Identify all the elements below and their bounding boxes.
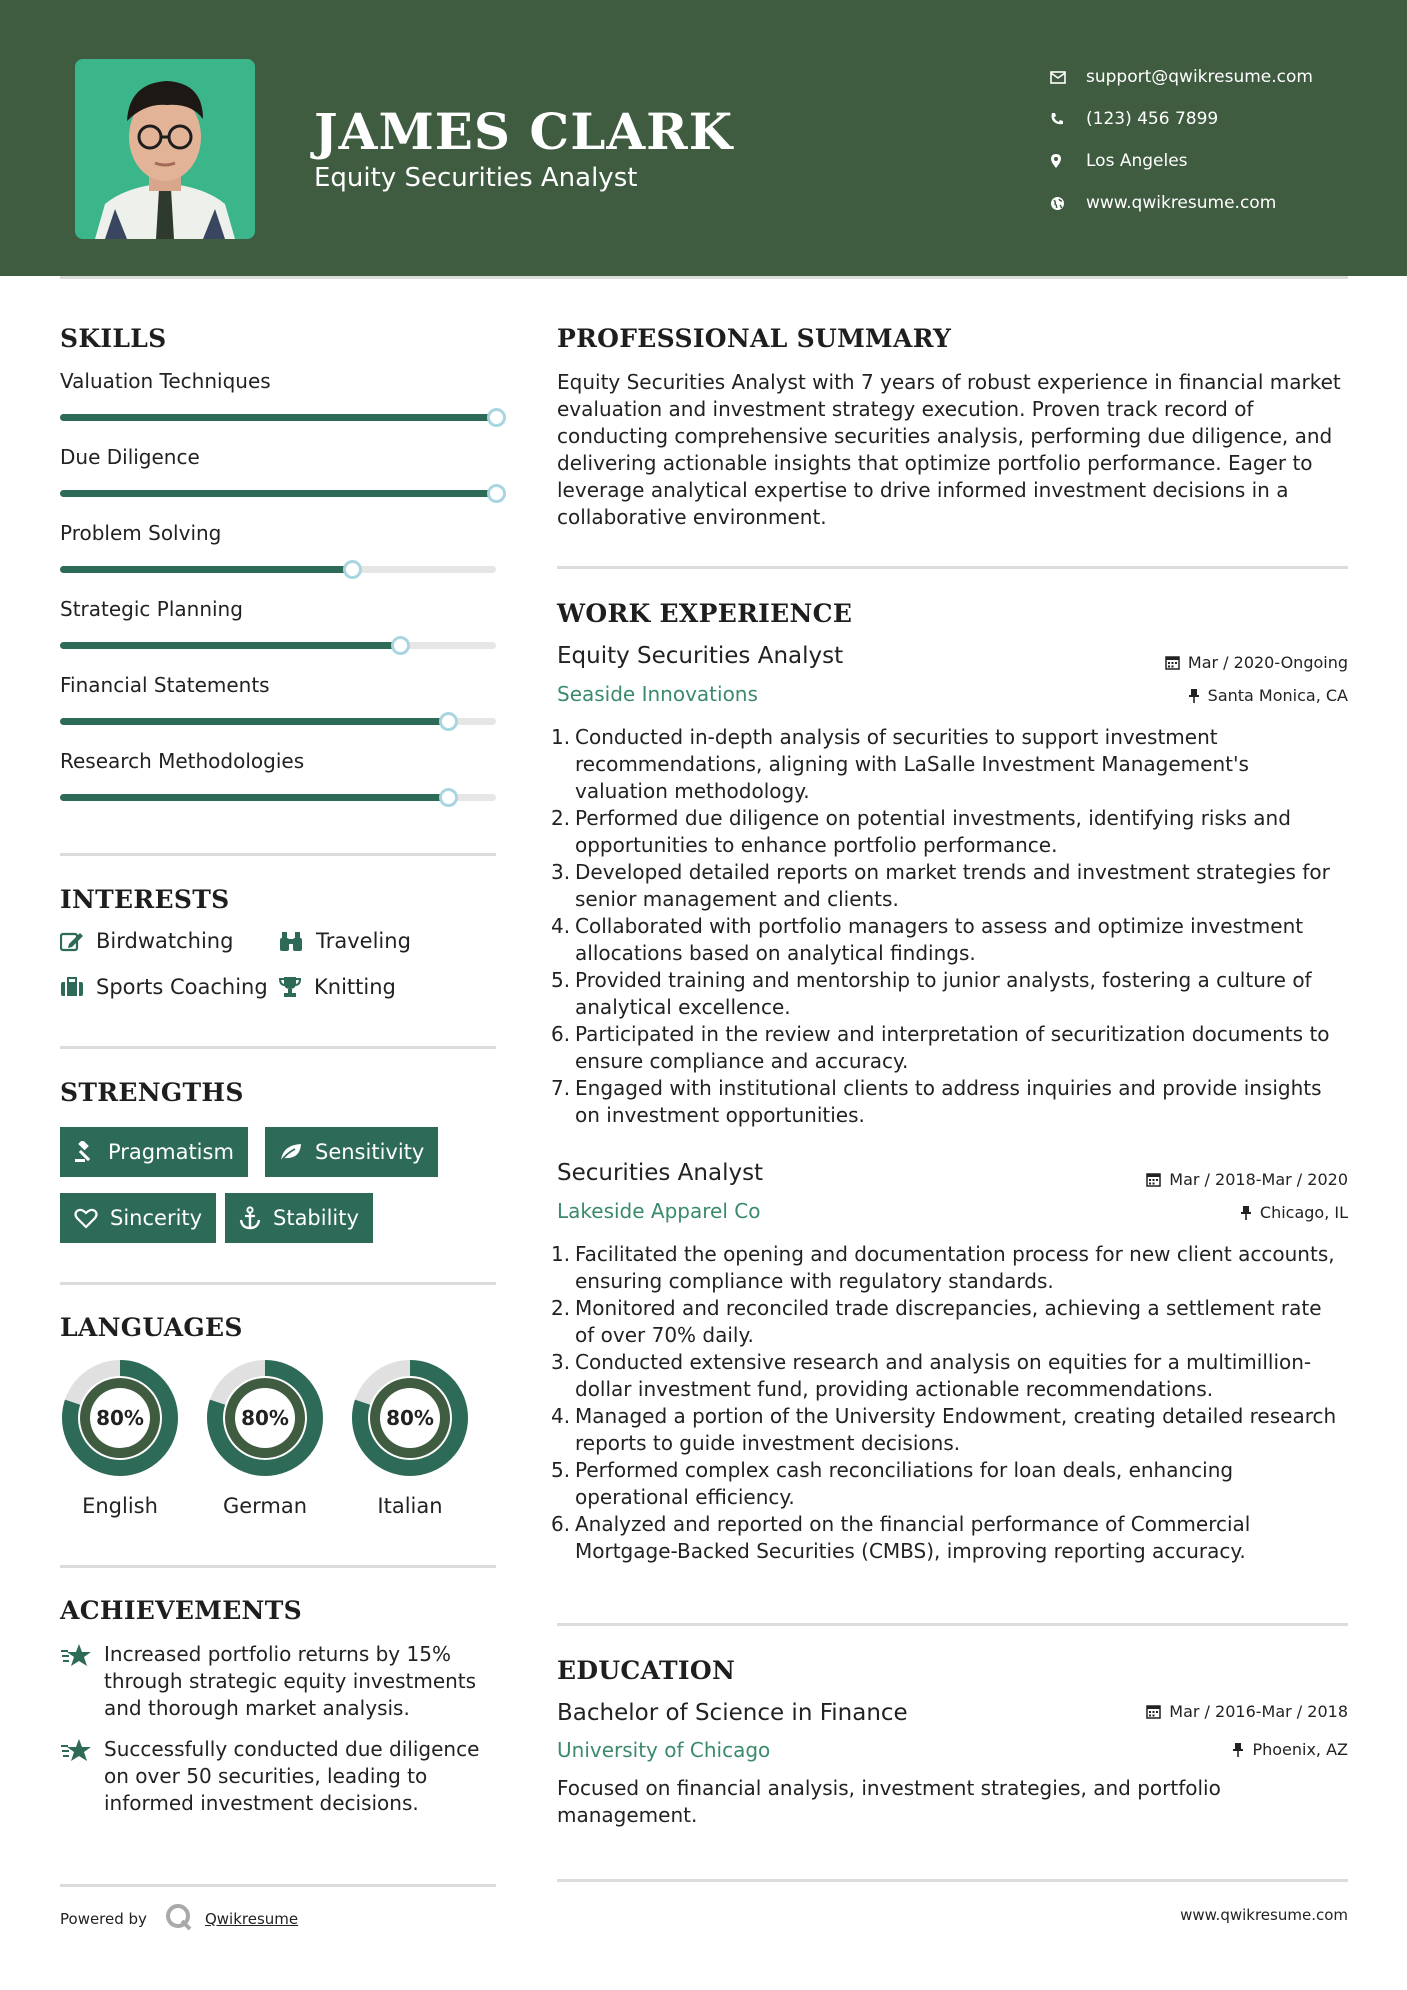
language-item [60,1358,180,1518]
job-dates [1165,653,1348,672]
globe-icon [1050,196,1086,211]
skill-bar-fill [60,794,448,801]
interests-heading: INTERESTS [60,885,230,914]
strength-badge [60,1127,248,1177]
interest-item [60,929,233,953]
website-text[interactable]: www.qwikresume.com [1086,193,1277,213]
strength-badge [225,1193,373,1243]
qwikresume-link[interactable]: Qwikresume [204,1910,299,1928]
education-dates-text: Mar / 2016-Mar / 2018 [1169,1702,1348,1721]
map-pin-icon [1050,153,1086,169]
section-divider [60,1884,496,1887]
experience-heading: WORK EXPERIENCE [557,599,853,628]
skill-bar-fill [60,642,400,649]
job-bullet: 5. Provided training and mentorship to junior analysts, fostering a culture of analytical excellence. [551,968,1312,1019]
skill-label: Financial Statements [60,673,270,697]
star-icon [60,1736,104,1817]
language-percent: 80% [386,1406,434,1430]
contact-email [1050,56,1313,98]
skill-item [60,369,496,421]
section-divider [60,1046,496,1049]
education-description: Focused on financial analysis, investment strategies, and portfolio management. [557,1776,1221,1827]
skill-label: Problem Solving [60,521,222,545]
section-divider [60,853,496,856]
skill-item [60,749,496,801]
job-bullet: 1. Facilitated the opening and documentation process for new client accounts, ensuring compliance with regulatory standards. [551,1242,1335,1293]
skill-bar [60,490,496,497]
strengths-heading: STRENGTHS [60,1078,244,1107]
job-bullet: 3. Conducted extensive research and analysis on equities for a multimillion-dollar investment fund, providing actionable recommendations. [551,1350,1312,1401]
pushpin-icon [1188,688,1200,703]
job-title: Securities Analyst [557,1160,764,1186]
job-bullet: 7. Engaged with institutional clients to address inquiries and provide insights on investment opportunities. [551,1076,1322,1127]
powered-by-label: Powered by [60,1910,147,1928]
leaf-icon [279,1142,303,1162]
profile-photo-illustration [75,59,255,239]
qwikresume-logo-icon [165,1903,193,1935]
languages-heading: LANGUAGES [60,1313,243,1342]
location-text: Los Angeles [1086,151,1188,171]
trophy-icon [278,976,302,998]
job-bullet: 6. Participated in the review and interpretation of securitization documents to ensure compliance and accuracy. [551,1022,1330,1073]
envelope-icon [1050,71,1086,84]
contact-website [1050,182,1313,224]
skill-bar-fill [60,566,352,573]
strength-label: Sensitivity [315,1140,425,1164]
interest-item [278,929,411,953]
interest-label: Sports Coaching [96,975,268,999]
summary-text: Equity Securities Analyst with 7 years of robust experience in financial market evaluation and investment strategy execution. Proven track record of conducting comprehensive securities analysis, performing due diligence, and delivering actionable insights that optimize portfolio performance. Eager to leverage analytical expertise to drive informed investment decisions in a collaborative environment. [557,370,1341,529]
pushpin-icon [1232,1742,1244,1757]
job-bullet: 2. Performed due diligence on potential investments, identifying risks and opportunities to enhance portfolio performance. [551,806,1291,857]
degree-title: Bachelor of Science in Finance [557,1700,908,1726]
job-title: Equity Securities Analyst [557,643,844,669]
footer-website[interactable]: www.qwikresume.com [1180,1906,1348,1924]
phone-icon [1050,112,1086,126]
candidate-name: JAMES CLARK [314,102,734,161]
skill-bar-fill [60,718,448,725]
job-bullet: 4. Managed a portion of the University Endowment, creating detailed research reports to guide investment decisions. [551,1404,1337,1455]
job-bullet: 4. Collaborated with portfolio managers to assess and optimize investment allocations based on analytical findings. [551,914,1304,965]
job-bullet: 5. Performed complex cash reconciliations for loan deals, enhancing operational efficiency. [551,1458,1234,1509]
achievement-item [60,1641,500,1722]
language-item [205,1358,325,1518]
section-divider [60,1282,496,1285]
education-dates [1146,1702,1348,1721]
header-divider [60,276,1348,279]
binoculars-icon [278,930,304,952]
anchor-icon [239,1206,261,1230]
job-bullet: 6. Analyzed and reported on the financial performance of Commercial Mortgage-Backed Securities (CMBS), improving reporting accuracy. [551,1512,1251,1563]
candidate-title: Equity Securities Analyst [314,163,638,193]
skill-bar [60,414,496,421]
language-ring [350,1358,470,1478]
job-bullet: 3. Developed detailed reports on market trends and investment strategies for senior management and clients. [551,860,1330,911]
company-name: Lakeside Apparel Co [557,1199,761,1223]
strength-label: Stability [273,1206,359,1230]
profile-photo [75,59,255,239]
education-location-text: Phoenix, AZ [1252,1740,1348,1759]
edit-icon [60,930,84,952]
language-item [350,1358,470,1518]
strength-badge [265,1127,438,1177]
language-ring [205,1358,325,1478]
skill-label: Valuation Techniques [60,369,271,393]
section-divider [60,1565,496,1568]
achievement-text: Increased portfolio returns by 15% through strategic equity investments and thorough market analysis. [104,1642,477,1720]
achievements-heading: ACHIEVEMENTS [60,1596,302,1625]
skill-bar-fill [60,490,496,497]
job-location-text: Chicago, IL [1259,1203,1348,1222]
education-location [1232,1740,1348,1759]
calendar-icon [1146,1704,1161,1719]
skill-item [60,445,496,497]
email-text[interactable]: support@qwikresume.com [1086,67,1313,87]
footer-powered-by [60,1903,298,1935]
skill-bar [60,718,496,725]
section-divider [557,1879,1348,1882]
section-divider [557,1623,1348,1626]
skill-bar-knob [439,712,458,731]
skills-heading: SKILLS [60,324,167,353]
star-icon [60,1641,104,1722]
interest-item [60,975,268,999]
section-divider [557,566,1348,569]
interest-item [278,975,396,999]
job-dates [1146,1170,1348,1189]
skill-item [60,597,496,649]
job-location [1240,1203,1348,1222]
strength-badge [60,1193,216,1243]
skill-bar [60,794,496,801]
skill-bar-knob [439,788,458,807]
language-ring [60,1358,180,1478]
job-bullets [551,1241,1347,1565]
skill-bar [60,642,496,649]
job-location-text: Santa Monica, CA [1207,686,1348,705]
language-name: German [222,1494,308,1518]
language-percent: 80% [96,1406,144,1430]
skill-bar-knob [391,636,410,655]
interest-label: Birdwatching [96,929,234,953]
skill-bar-fill [60,414,496,421]
job-bullets [551,724,1347,1129]
interest-label: Traveling [316,929,411,953]
skill-bar-knob [487,484,506,503]
job-location [1188,686,1348,705]
suitcase-icon [60,977,84,997]
achievement-text: Successfully conducted due diligence on over 50 securities, leading to informed investment decisions. [104,1737,480,1815]
pushpin-icon [1240,1205,1252,1220]
achievement-item [60,1736,500,1817]
language-name: Italian [377,1494,443,1518]
calendar-icon [1146,1172,1161,1187]
skill-label: Research Methodologies [60,749,305,773]
skill-item [60,521,496,573]
skill-item [60,673,496,725]
heart-icon [74,1208,98,1229]
skill-bar-knob [487,408,506,427]
job-bullet: 2. Monitored and reconciled trade discrepancies, achieving a settlement rate of over 70% daily. [551,1296,1322,1347]
job-dates-text: Mar / 2018-Mar / 2020 [1169,1170,1348,1189]
resume-header [0,0,1407,276]
contact-block [1050,56,1313,224]
skill-label: Due Diligence [60,445,200,469]
language-percent: 80% [241,1406,289,1430]
skill-bar-knob [343,560,362,579]
school-name: University of Chicago [557,1738,771,1762]
summary-heading: PROFESSIONAL SUMMARY [557,324,952,353]
calendar-icon [1165,655,1180,670]
skill-bar [60,566,496,573]
skill-label: Strategic Planning [60,597,243,621]
language-name: English [82,1494,158,1518]
contact-location [1050,140,1313,182]
contact-phone [1050,98,1313,140]
strength-label: Pragmatism [108,1140,234,1164]
education-heading: EDUCATION [557,1656,736,1685]
job-dates-text: Mar / 2020-Ongoing [1187,653,1348,672]
gavel-icon [74,1141,96,1163]
company-name: Seaside Innovations [557,682,758,706]
strength-label: Sincerity [110,1206,203,1230]
job-bullet: 1. Conducted in-depth analysis of securities to support investment recommendations, aligning with LaSalle Investment Management's valuation methodology. [551,725,1249,803]
phone-text[interactable]: (123) 456 7899 [1086,109,1219,129]
interest-label: Knitting [314,975,396,999]
